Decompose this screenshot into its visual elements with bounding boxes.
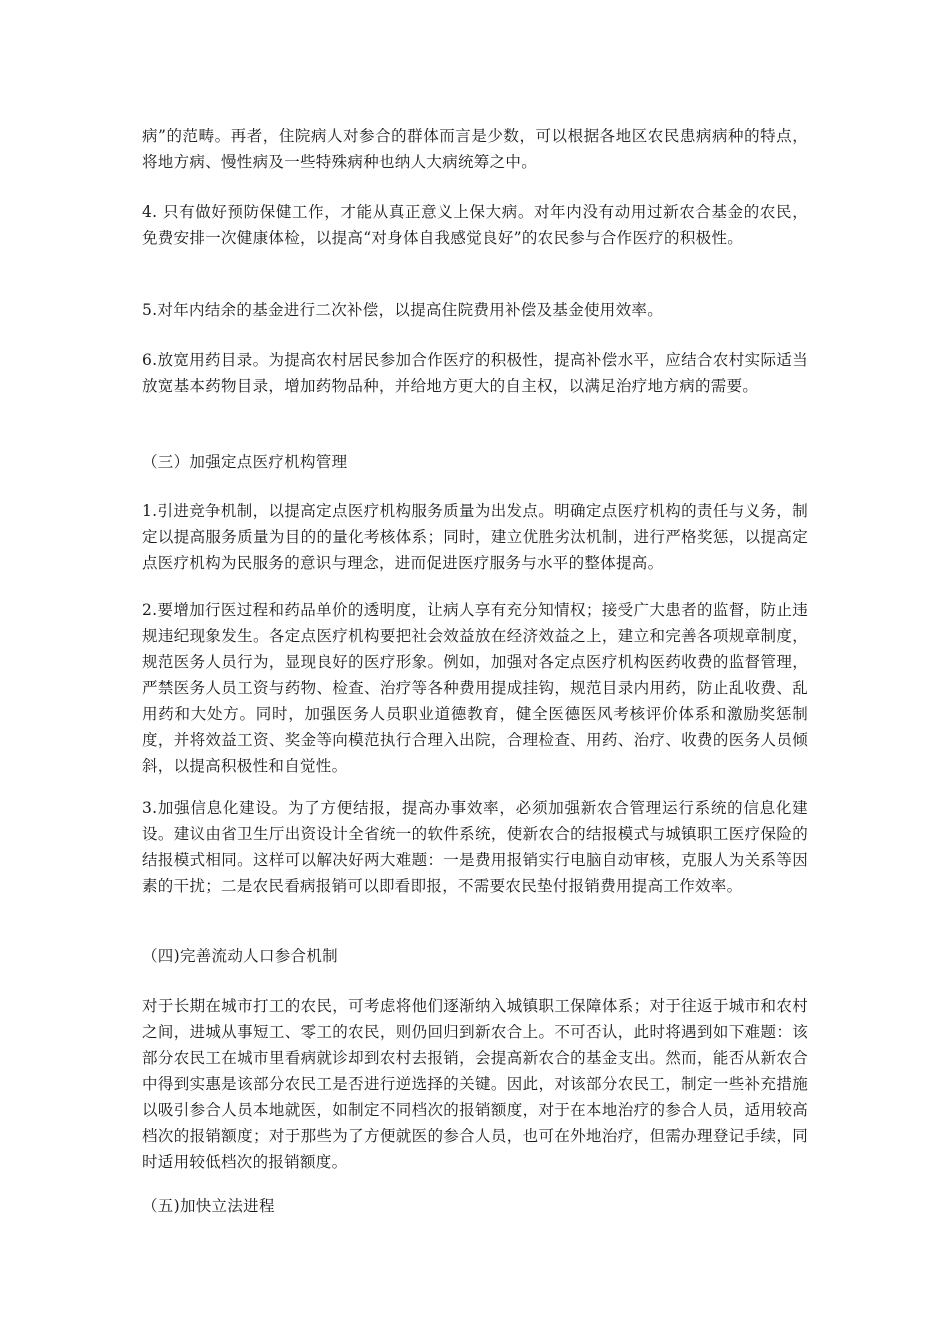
section-heading-3: （三）加强定点医疗机构管理 — [142, 453, 348, 471]
section-heading-5: （五)加快立法进程 — [142, 1197, 275, 1215]
paragraph-item-5: 5.对年内结余的基金进行二次补偿，以提高住院费用补偿及基金使用效率。 — [142, 301, 663, 319]
paragraph-item-4: 4. 只有做好预防保健工作，才能从真正意义上保大病。对年内没有动用过新农合基金的农民，免费安排一次健康体检，以提高“对身体自我感觉良好”的农民参与合作医疗的积极性。 — [142, 203, 808, 247]
paragraph-section-3-item-2: 2.要增加行医过程和药品单价的透明度，让病人享有充分知情权；接受广大患者的监督，防止违规违纪现象发生。各定点医疗机构要把社会效益放在经济效益之上，建立和完善各项规章制度，规范医务人员行为，显现良好的医疗形象。例如，加强对各定点医疗机构医药收费的监督管理，严禁医务人员工资与药物、检查、治疗等各种费用提成挂钩，规范目录内用药，防止乱收费、乱用药和大处方。同时，加强医务人员职业道德教育，健全医德医风考核评价体系和激励奖惩制度，并将效益工资、奖金等向模范执行合理入出院，合理检查、用药、治疗、收费的医务人员倾斜，以提高积极性和自觉性。 — [142, 601, 808, 775]
paragraph-section-3-item-3: 3.加强信息化建设。为了方便结报，提高办事效率，必须加强新农合管理运行系统的信息化建设。建议由省卫生厅出资设计全省统一的软件系统，使新农合的结报模式与城镇职工医疗保险的结报模式相同。这样可以解决好两大难题：一是费用报销实行电脑自动审核，克服人为关系等因素的干扰；二是农民看病报销可以即看即报，不需要农民垫付报销费用提高工作效率。 — [142, 799, 808, 895]
paragraph-section-4-body: 对于长期在城市打工的农民，可考虑将他们逐渐纳入城镇职工保障体系；对于往返于城市和农村之间，进城从事短工、零工的农民，则仍回归到新农合上。不可否认，此时将遇到如下难题：该部分农民工在城市里看病就诊却到农村去报销，会提高新农合的基金支出。然而，能否从新农合中得到实惠是该部分农民工是否进行逆选择的关键。因此，对该部分农民工，制定一些补充措施以吸引参合人员本地就医，如制定不同档次的报销额度，对于在本地治疗的参合人员，适用较高档次的报销额度；对于那些为了方便就医的参合人员，也可在外地治疗，但需办理登记手续，同时适用较低档次的报销额度。 — [142, 997, 808, 1171]
section-heading-4: （四)完善流动人口参合机制 — [142, 947, 338, 965]
paragraph-continuation: 病”的范畴。再者，住院病人对参合的群体而言是少数，可以根据各地区农民患病病种的特点，将地方病、慢性病及一些特殊病种也纳人大病统筹之中。 — [142, 127, 808, 171]
paragraph-section-3-item-1: 1.引进竞争机制，以提高定点医疗机构服务质量为出发点。明确定点医疗机构的责任与义务，制定以提高服务质量为目的的量化考核体系；同时，建立优胜劣汰机制，进行严格奖惩，以提高定点医疗机构为民服务的意识与理念，进而促进医疗服务与水平的整体提高。 — [142, 502, 808, 572]
paragraph-item-6: 6.放宽用药目录。为提高农村居民参加合作医疗的积极性，提高补偿水平，应结合农村实际适当放宽基本药物目录，增加药物品种，并给地方更大的自主权，以满足治疗地方病的需要。 — [142, 351, 808, 395]
